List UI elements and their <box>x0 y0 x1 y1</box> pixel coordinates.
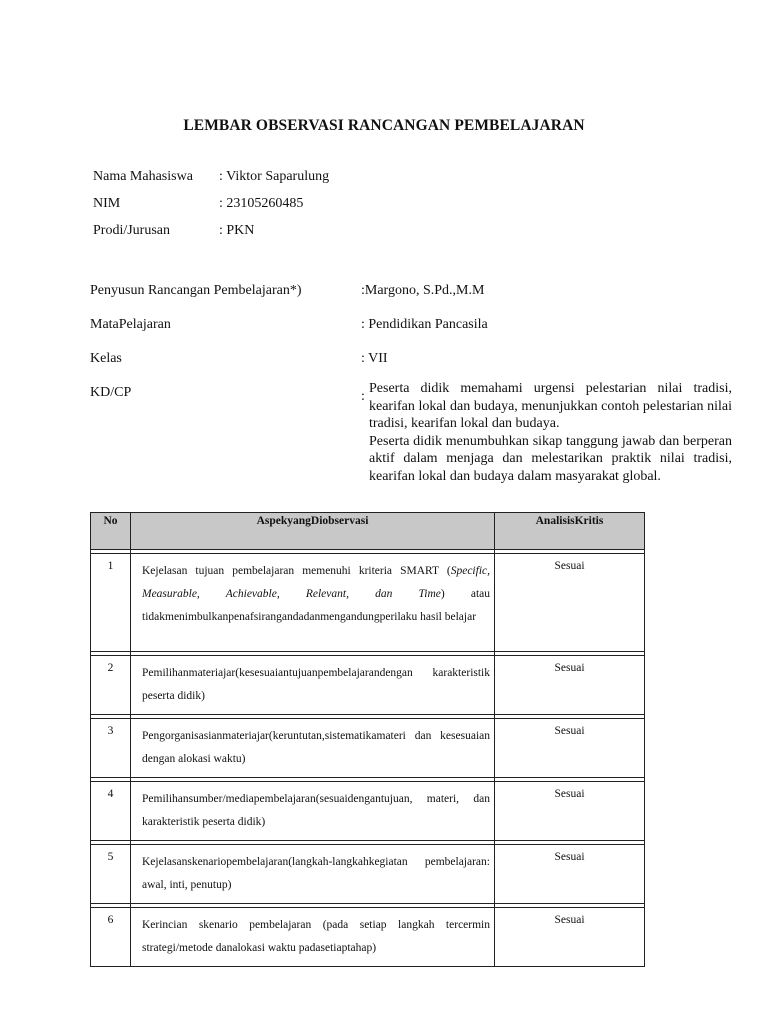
identity-value: : PKN <box>219 223 255 238</box>
row-number: 2 <box>91 656 131 715</box>
table-row <box>91 719 645 778</box>
row-analysis: Sesuai <box>495 719 645 778</box>
table-row <box>91 908 645 967</box>
row-analysis: Sesuai <box>495 554 645 652</box>
row-number: 3 <box>91 719 131 778</box>
smart-terms: Specific, Measurable, Achievable, Relevant, dan Time <box>142 565 490 600</box>
identity-label: Prodi/Jurusan <box>93 223 170 238</box>
table-row <box>91 845 645 904</box>
plan-value: : Pendidikan Pancasila <box>361 317 488 332</box>
plan-label: MataPelajaran <box>90 317 171 332</box>
aspect-text: ) atau tidakmenimbulkanpenafsirangandadanmengandungperilaku hasil belajar <box>142 588 491 623</box>
kd-paragraph: Peserta didik menumbuhkan sikap tanggung jawab dan berperan aktif dalam menjaga dan melestarikan praktik nilai tradisi, kearifan lokal dan budaya dalam masyarakat global. <box>369 433 732 484</box>
table-row <box>91 656 645 715</box>
table-row <box>91 554 645 652</box>
plan-label: Penyusun Rancangan Pembelajaran*) <box>90 283 302 298</box>
row-aspect <box>131 554 495 652</box>
identity-value: : 23105260485 <box>219 196 304 211</box>
identity-value: : Viktor Saparulung <box>219 169 330 184</box>
row-aspect: Pemilihansumber/mediapembelajaran(sesuaidengantujuan, materi, dan karakteristik peserta didik) <box>131 782 495 841</box>
row-analysis: Sesuai <box>495 656 645 715</box>
identity-label: NIM <box>93 196 121 211</box>
row-aspect: Kejelasanskenariopembelajaran(langkah-langkahkegiatan pembelajaran: awal, inti, penutup) <box>131 845 495 904</box>
kd-description <box>369 380 732 485</box>
row-aspect: Pemilihanmateriajar(kesesuaiantujuanpembelajarandengan karakteristik peserta didik) <box>131 656 495 715</box>
header-aspect: AspekyangDiobservasi <box>131 513 495 550</box>
kd-paragraph: Peserta didik memahami urgensi pelestarian nilai tradisi, kearifan lokal dan budaya, menunjukkan contoh pelestarian nilai tradisi, kearifan lokal dan budaya. <box>369 381 732 431</box>
row-number: 4 <box>91 782 131 841</box>
table-row <box>91 782 645 841</box>
observation-table <box>90 512 645 967</box>
kd-colon: : <box>361 389 365 404</box>
row-number: 6 <box>91 908 131 967</box>
document-title: LEMBAR OBSERVASI RANCANGAN PEMBELAJARAN <box>183 117 585 134</box>
row-analysis: Sesuai <box>495 845 645 904</box>
row-number: 1 <box>91 554 131 652</box>
kd-label: KD/CP <box>90 385 132 400</box>
aspect-text: Kejelasan tujuan pembelajaran memenuhi kriteria SMART ( <box>142 565 451 577</box>
row-analysis: Sesuai <box>495 908 645 967</box>
row-aspect: Kerincian skenario pembelajaran (pada setiap langkah tercermin strategi/metode danalokasi waktu padasetiaptahap) <box>131 908 495 967</box>
row-analysis: Sesuai <box>495 782 645 841</box>
row-number: 5 <box>91 845 131 904</box>
table-header-row <box>91 513 645 550</box>
row-aspect: Pengorganisasianmateriajar(keruntutan,sistematikamateri dan kesesuaian dengan alokasi waktu) <box>131 719 495 778</box>
plan-value: :Margono, S.Pd.,M.M <box>361 283 485 298</box>
plan-label: Kelas <box>90 351 122 366</box>
plan-value: : VII <box>361 351 388 366</box>
header-no: No <box>91 513 131 550</box>
identity-label: Nama Mahasiswa <box>93 169 193 184</box>
header-analysis: AnalisisKritis <box>495 513 645 550</box>
